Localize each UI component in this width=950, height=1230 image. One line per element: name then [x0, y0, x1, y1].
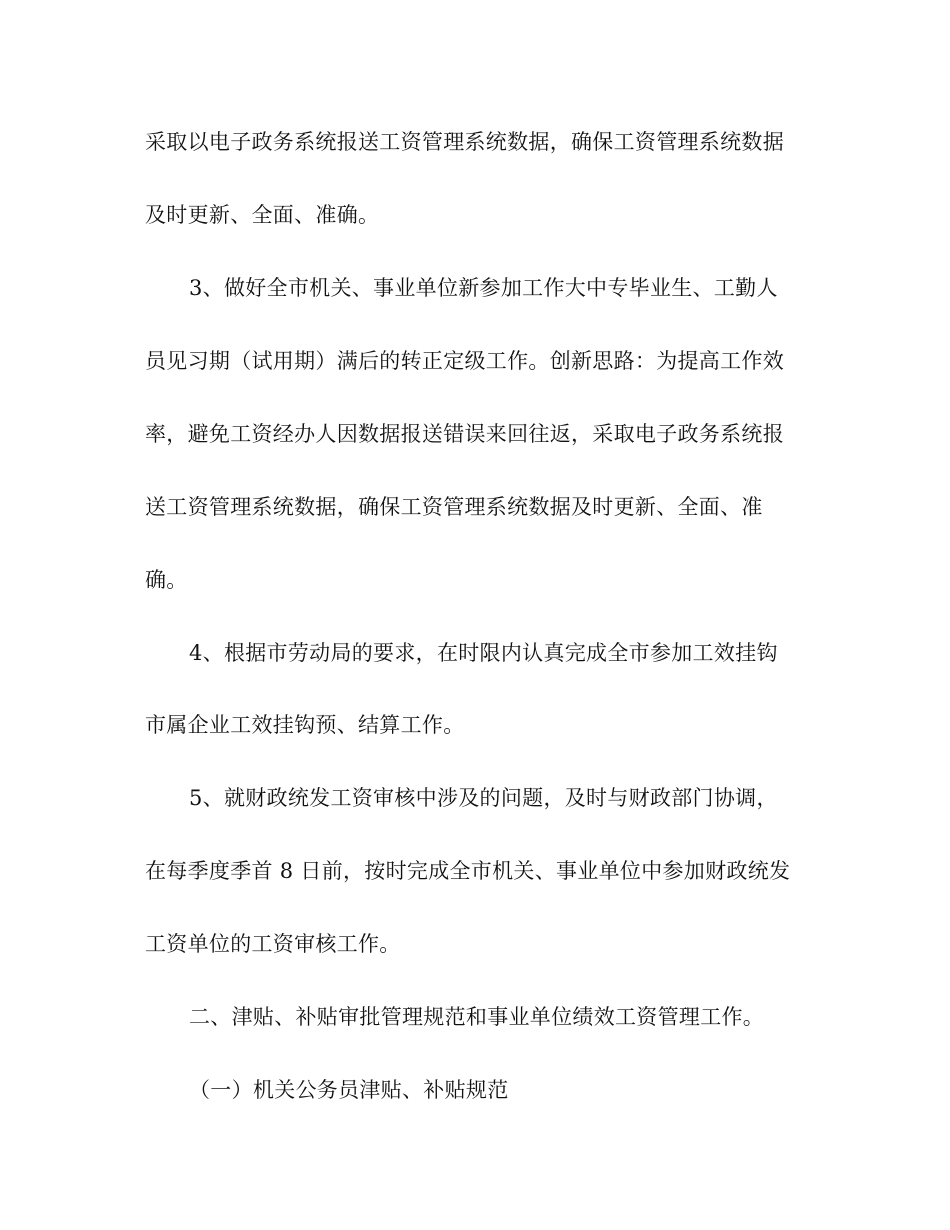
subsection-heading: （一）机关公务员津贴、补贴规范: [189, 1078, 509, 1102]
paragraph-line: 确。: [145, 568, 188, 592]
paragraph-line: 4、根据市劳动局的要求，在时限内认真完成全市参加工效挂钩: [189, 641, 778, 665]
paragraph-line: 送工资管理系统数据，确保工资管理系统数据及时更新、全面、准: [145, 495, 763, 519]
paragraph-line: 5、就财政统发工资审核中涉及的问题，及时与财政部门协调，: [189, 786, 778, 810]
paragraph-line: 采取以电子政务系统报送工资管理系统数据，确保工资管理系统数据: [145, 130, 784, 154]
paragraph-line: 工资单位的工资审核工作。: [145, 932, 401, 956]
paragraph-line: 率，避免工资经办人因数据报送错误来回往返，采取电子政务系统报: [145, 422, 784, 446]
paragraph-line: 3、做好全市机关、事业单位新参加工作大中专毕业生、工勤人: [189, 276, 778, 300]
paragraph-line: 及时更新、全面、准确。: [145, 203, 380, 227]
paragraph-line: 在每季度季首 8 日前，按时完成全市机关、事业单位中参加财政统发: [145, 859, 791, 883]
paragraph-line: 市属企业工效挂钩预、结算工作。: [145, 713, 465, 737]
section-heading: 二、津贴、补贴审批管理规范和事业单位绩效工资管理工作。: [189, 1005, 765, 1029]
paragraph-line: 员见习期（试用期）满后的转正定级工作。创新思路：为提高工作效: [145, 349, 784, 373]
